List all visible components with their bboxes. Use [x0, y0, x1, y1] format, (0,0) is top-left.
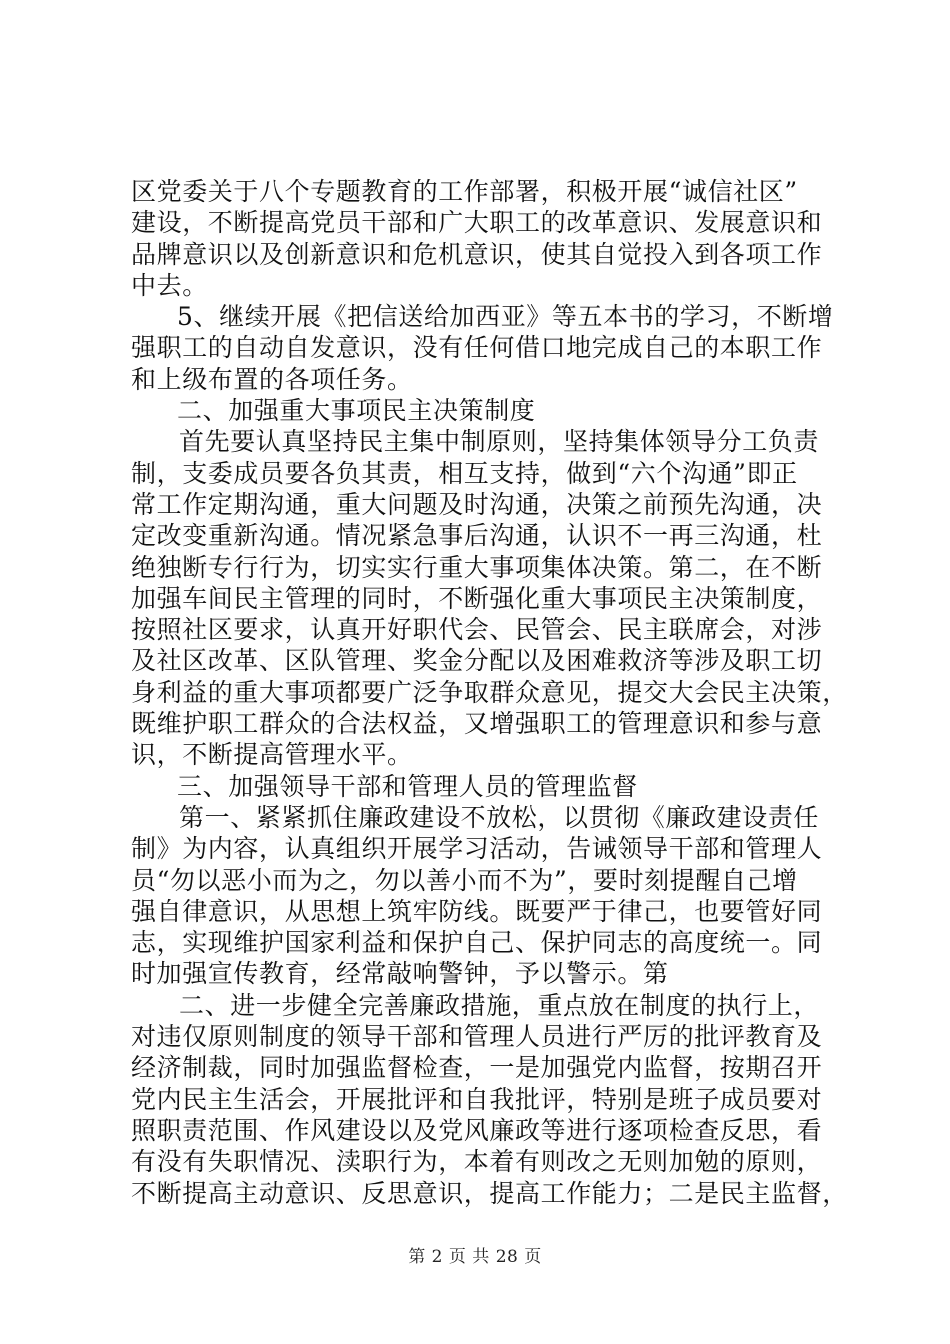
text-line: 和上级布置的各项任务。	[131, 364, 413, 394]
text-line: 制》为内容，认真组织开展学习活动，告诫领导干部和管理人	[131, 834, 823, 864]
text-line: 既维护职工群众的合法权益，又增强职工的管理意识和参与意	[131, 709, 823, 739]
text-line: 经济制裁，同时加强监督检查，一是加强党内监督，按期召开	[131, 1053, 823, 1083]
text-line: 识，不断提高管理水平。	[131, 740, 413, 770]
text-line: 照职责范围、作风建设以及党风廉政等进行逐项检查反思，看	[131, 1115, 823, 1145]
text-line: 绝独断专行行为，切实实行重大事项集体决策。第二，在不断	[131, 552, 823, 582]
text-line: 及社区改革、区队管理、奖金分配以及困难救济等涉及职工切	[131, 646, 823, 676]
text-line: 二、进一步健全完善廉政措施，重点放在制度的执行上，	[179, 990, 820, 1020]
text-line: 建设，不断提高党员干部和广大职工的改革意识、发展意识和	[131, 208, 823, 238]
text-line: 第一、紧紧抓住廉政建设不放松，以贯彻《廉政建设责任	[179, 802, 820, 832]
text-line: 时加强宣传教育，经常敲响警钟，予以警示。第	[131, 959, 669, 989]
text-line: 有没有失职情况、渎职行为，本着有则改之无则加勉的原则，	[131, 1147, 823, 1177]
text-line: 志，实现维护国家利益和保护自己、保护同志的高度统一。同	[131, 928, 823, 958]
text-line: 员“勿以恶小而为之，勿以善小而不为”，要时刻提醒自己增	[131, 865, 798, 895]
text-line: 区党委关于八个专题教育的工作部署，积极开展“诚信社区”	[131, 177, 798, 206]
text-line: 不断提高主动意识、反思意识，提高工作能力；二是民主监督，	[131, 1178, 848, 1208]
text-line: 按照社区要求，认真开好职代会、民管会、民主联席会，对涉	[131, 615, 823, 645]
page-number-footer: 第 2 页 共 28 页	[408, 1247, 542, 1267]
section-heading: 三、加强领导干部和管理人员的管理监督	[177, 771, 638, 801]
text-line: 常工作定期沟通，重大问题及时沟通，决策之前预先沟通，决	[131, 489, 823, 519]
text-line: 强职工的自动自发意识，没有任何借口地完成自己的本职工作	[131, 333, 823, 363]
text-line: 加强车间民主管理的同时，不断强化重大事项民主决策制度，	[131, 583, 823, 613]
text-line: 5、继续开展《把信送给加西亚》等五本书的学习，不断增	[177, 302, 834, 332]
text-line: 中去。	[131, 270, 208, 300]
text-line: 制，支委成员要各负其责，相互支持，做到“六个沟通”即正	[131, 458, 798, 488]
text-line: 对违仅原则制度的领导干部和管理人员进行严厉的批评教育及	[131, 1022, 823, 1052]
section-heading: 二、加强重大事项民主决策制度	[177, 396, 536, 426]
text-line: 强自律意识，从思想上筑牢防线。既要严于律己，也要管好同	[131, 896, 823, 926]
text-line: 党内民主生活会，开展批评和自我批评，特别是班子成员要对	[131, 1084, 823, 1114]
text-line: 身利益的重大事项都要广泛争取群众意见，提交大会民主决策，	[131, 677, 848, 707]
document-body	[131, 176, 848, 1209]
text-line: 首先要认真坚持民主集中制原则，坚持集体领导分工负责	[179, 427, 820, 457]
text-line: 定改变重新沟通。情况紧急事后沟通，认识不一再三沟通，杜	[131, 521, 823, 551]
text-line: 品牌意识以及创新意识和危机意识，使其自觉投入到各项工作	[131, 239, 823, 269]
